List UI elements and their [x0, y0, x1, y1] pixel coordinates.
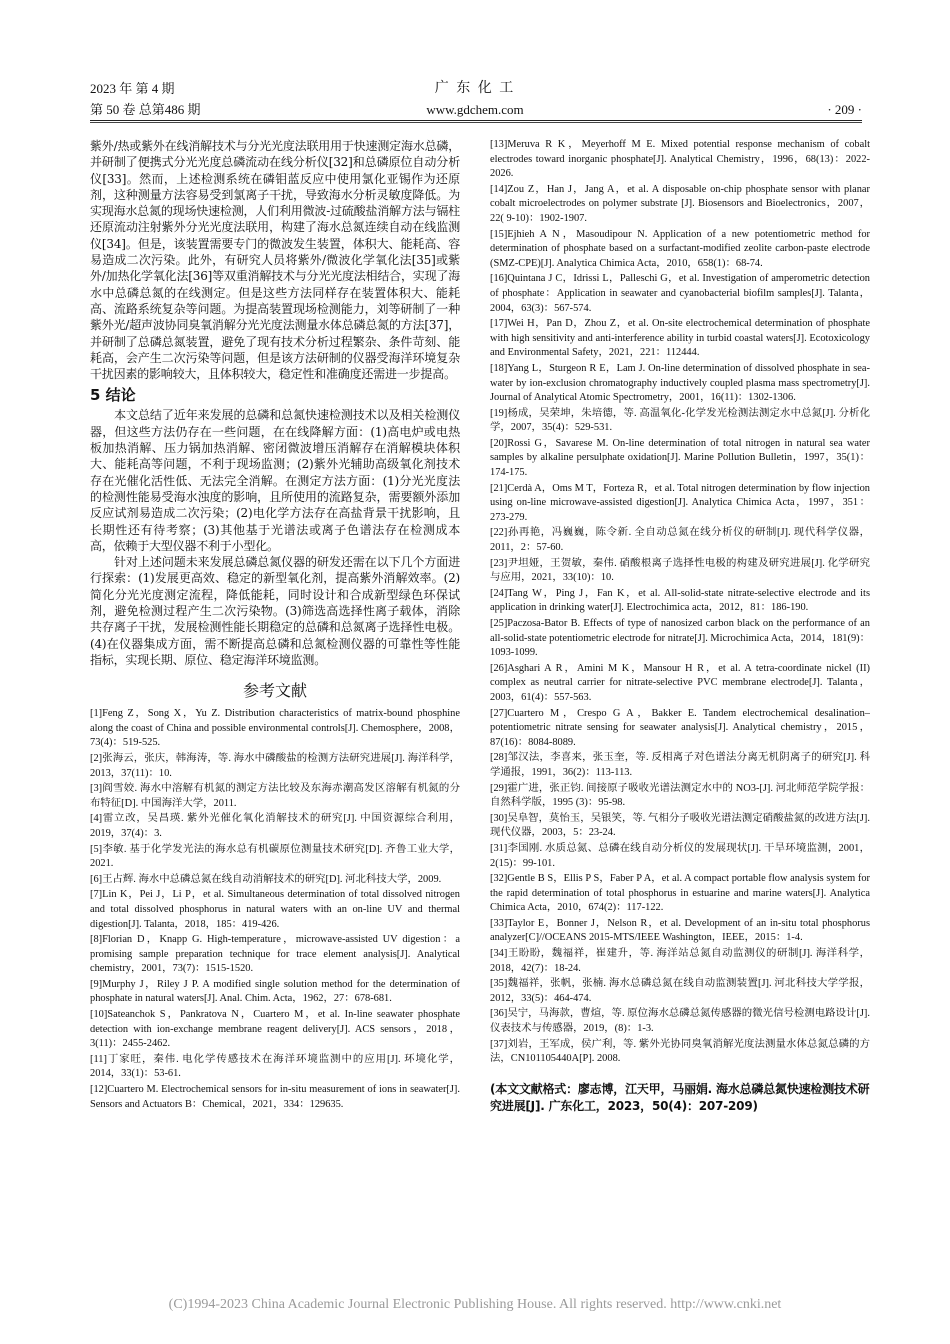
- reference-item: [15]Ejhieh A N，Masoudipour N. Application of a new potentiometric method for determination of phosphate based on a surfactant-modified zeolite carbon-paste electrode (SMZ-CPE)[J]. Analytica Chimica Acta，2010，658(1)：68-74.: [490, 228, 870, 269]
- reference-item: [28]邹汉法，李喜来，张玉奎，等. 反相离子对色谱法分离无机阴离子的研究[J]. 科学通报，1991，36(2)：113-113.: [490, 752, 870, 778]
- reference-item: [5]李敏. 基于化学发光法的海水总有机碳原位测量技术研究[D]. 齐鲁工业大学，2021.: [90, 843, 460, 870]
- issue-label: 2023 年 第 4 期: [90, 81, 175, 96]
- reference-item: [34]王盼盼，魏福祥，崔建升，等. 海洋站总氮自动监测仪的研制[J]. 海洋科学，2018，42(7)：18-24.: [490, 948, 870, 974]
- reference-item: [30]吴阜智，莫怡玉，吴银笑，等. 气相分子吸收光谱法测定硝酸盐氮的改进方法[J]. 现代仪器，2003，5：23-24.: [490, 812, 870, 839]
- reference-item: [4]雷立改，吴昌瑛. 紫外光催化氧化消解技术的研究[J]. 中国资源综合利用，2019，37(4)：3.: [90, 813, 460, 839]
- reference-item: [25]Paczosa-Bator B. Effects of type of nanosized carbon black on the performance of an all-solid-state potentiometric electrode for nitrate[J]. Microchimica Acta，2014，181(9)：1093-1099.: [490, 618, 870, 659]
- body-paragraph-1: 紫外/热或紫外在线消解技术与分光光度法联用用于快速测定海水总磷，并研制了便携式分光光度总磷流动在线分析仪[32]和总磷原位自动分析仪[33]。然而，上述检测系统在磷钼蓝反应中使用氯化亚锡作为还原剂，这种测量方法容易受到氯离子干扰，导致海水分析灵敏度降低。为实现海水总氮的现场快速检测，人们利用微波-过硫酸盐消解方法与镉柱还原流动注射紫外分光光度法联用，构建了海水总氮连续自动在线监测仪[34]。但是，该装置需要专门的微波发生装置，体积大、能耗高、容易造成二次污染。此外，有研究人员将紫外/微波化学氧化法[35]或紫外/加热化学氧化法[36]等双重消解技术与分光光度法相结合，实现了海水中总磷总氮的在线测定。但是这些方法同样存在装置体积大、能耗高、流路系统复杂等问题。为提高装置现场检测能力，刘等研制了一种紫外光/超声波协同臭氧消解分光光度法测量水体总磷总氮的方法[37]，并研制了总磷总氮装置，避免了现有技术分析过程繁杂、条件苛刻、能耗高，会产生二次污染等问题，但是该方法研制的仪器受海洋环境复杂干扰因素的影响较大，且体积较大，稳定性和准确度还需进一步提高。: [90, 139, 460, 382]
- journal-website: www.gdchem.com: [426, 102, 524, 117]
- citation-format: (本文文献格式：廖志博，江天甲，马丽娟. 海水总磷总氮快速检测技术研究进展[J]. 广东化工，2023，50(4)：207-209): [490, 1081, 870, 1113]
- reference-item: [12]Cuartero M. Electrochemical sensors for in-situ measurement of ions in seawater[J]. Sensors and Actuators B：Chemical，2021，334：129635.: [90, 1084, 460, 1110]
- reference-item: [31]李国刚. 水质总氮、总磷在线自动分析仪的发展现状[J]. 干旱环境监测，2001，2(15)：99-101.: [490, 842, 870, 869]
- reference-item: [23]尹坦娅，王贺敏，秦伟. 硝酸根离子选择性电极的构建及研究进展[J]. 化学研究与应用，2021，33(10)：10.: [490, 557, 870, 584]
- reference-item: [6]王占辉. 海水中总磷总氮在线自动消解技术的研究[D]. 河北科技大学，2009.: [90, 873, 442, 885]
- reference-item: [27]Cuartero M，Crespo G A，Bakker E. Tandem electrochemical desalination–potentiometric nitrate sensing for seawater analysis[J]. Analytical chemistry，2015，87(16)：8084-8089.: [490, 707, 870, 748]
- reference-item: [21]Cerdà A，Oms M T，Forteza R，et al. Total nitrogen determination by flow injection using on-line microwave-assisted digestion[J]. Analytica Chimica Acta，1997，351：273-279.: [490, 482, 870, 523]
- reference-item: [19]杨成，吴荣坤，朱培德，等. 高温氧化-化学发光检测法测定水中总氮[J]. 分析化学，2007，35(4)：529-531.: [490, 407, 870, 434]
- reference-item: [24]Tang W，Ping J，Fan K，et al. All-solid-state nitrate-selective electrode and its application in drinking water[J]. Electrochimica acta，2012，81：186-190.: [490, 587, 870, 614]
- volume-label: 第 50 卷 总第486 期: [90, 102, 201, 117]
- header-rule: [90, 120, 862, 121]
- copyright-footer: (C)1994-2023 China Academic Journal Electronic Publishing House. All rights reserved. http://www.cnki.net: [168, 1297, 782, 1312]
- reference-item: [35]魏福祥，张帆，张楠. 海水总磷总氮在线自动监测装置[J]. 河北科技大学学报，2012，33(5)：464-474.: [490, 978, 870, 1004]
- reference-item: [14]Zou Z，Han J，Jang A，et al. A disposable on-chip phosphate sensor with planar cobalt microelectrodes on polymer substrate [J]. Biosensors and Bioelectronics，2007，22( 9-10)：1902-1907.: [490, 183, 870, 224]
- reference-item: [37]刘岩，王军成，侯广利，等. 紫外光协同臭氧消解光度法测量水体总氮总磷的方法，CN101105440A[P]. 2008.: [490, 1038, 870, 1065]
- journal-title: 广 东 化 工: [434, 81, 516, 96]
- reference-item: [13]Meruva R K，Meyerhoff M E. Mixed potential response mechanism of cobalt electrodes toward inorganic phosphate[J]. Analytical Chemistry，1996，68(13)：2022-2026.: [490, 139, 870, 180]
- section-title-conclusion: 5 结论: [90, 386, 136, 405]
- reference-item: [26]Asghari A R，Amini M K，Mansour H R，et al. A tetra-coordinate nickel (II) complex as neutral carrier for nitrate-selective PVC membrane electrode[J]. Talanta，2003，61(4)：557-563.: [490, 662, 870, 703]
- reference-item: [22]孙再艳，冯巍巍，陈令新. 全自动总氮在线分析仪的研制[J]. 现代科学仪器，2011，2：57-60.: [490, 527, 870, 554]
- references-heading: 参考文献: [242, 681, 307, 701]
- reference-item: [11]丁家旺，秦伟. 电化学传感技术在海洋环境监测中的应用[J]. 环境化学，2014，33(1)：53-61.: [90, 1053, 460, 1080]
- header-rule-thin: [90, 122, 862, 123]
- reference-list-left: [90, 707, 460, 1112]
- reference-list-right: [490, 138, 870, 1067]
- body-paragraph-3: 针对上述问题未来发展总磷总氮仪器的研发还需在以下几个方面进行探索：(1)发展更高效、稳定的新型氧化剂，提高紫外消解效率。(2)简化分光光度测定流程，降低能耗，同时设计和合成新型绿色环保试剂，避免检测过程产生二次污染物。(3)筛选高选择性离子载体，消除共存离子干扰，发展检测性能长期稳定的总磷和总氮离子选择性电极。(4)在仪器集成方面，需不断提高总磷和总氮检测仪器的可靠性等性能指标，实现长期、原位、稳定海洋环境监测。: [90, 555, 460, 667]
- reference-item: [33]Taylor E，Bonner J，Nelson R，et al. Development of an in-situ total phosphorus analyzer[C]//OCEANS 2015-MTS/IEEE Washington，IEEE，2015：1-4.: [490, 917, 870, 944]
- reference-item: [17]Wei H，Pan D，Zhou Z，et al. On-site electrochemical determination of phosphate with high sensitivity and anti-interference ability in turbid coastal waters[J]. Ecotoxicology and Environmental Safety，2021，221：112444.: [490, 318, 870, 359]
- reference-item: [2]张海云，张庆，韩海涛，等. 海水中磷酸盐的检测方法研究进展[J]. 海洋科学，2013，37(11)：10.: [90, 752, 460, 779]
- reference-item: [32]Gentle B S，Ellis P S，Faber P A，et al. A compact portable flow analysis system for the rapid determination of total phosphorus in estuarine and marine waters[J]. Analytica Chimica Acta，2010，674(2)：117-122.: [490, 873, 870, 914]
- reference-item: [29]霍广进，张正钧. 间接原子吸收光谱法测定水中的 NO3-[J]. 河北师范学院学报：自然科学版，1995 (3)：95-98.: [490, 782, 870, 809]
- left-column: [90, 138, 460, 1248]
- reference-item: [16]Quintana J C，Idrissi L，Palleschi G，et al. Investigation of amperometric detection of phosphate：Application in seawater and cyanobacterial biofilm samples[J]. Talanta，2004，63(3)：567-574.: [490, 273, 870, 314]
- right-column: [490, 138, 870, 1248]
- page-number: · 209 ·: [827, 102, 862, 117]
- reference-item: [20]Rossi G，Savarese M. On-line determination of total nitrogen in natural sea water samples by alkaline persulphate oxidation[J]. Marine Pollution Bulletin，1997，35(1)：174-175.: [490, 437, 870, 479]
- reference-item: [10]Sateanchok S，Pankratova N，Cuartero M，et al. In-line seawater phosphate detection with ion-exchange membrane reagent delivery[J]. ACS sensors，2018，3(11)：2455-2462.: [90, 1009, 460, 1050]
- reference-item: [36]吴宁，马海款，曹煊，等. 原位海水总磷总氮传感器的微光信号检测电路设计[J]. 仪表技术与传感器，2019，(8)：1-3.: [490, 1008, 870, 1035]
- reference-item: [8]Florian D，Knapp G. High-temperature，microwave-assisted UV digestion：a promising sample preparation technique for trace element analysis[J]. Analytical chemistry，2001，73(7)：1515-1520.: [90, 934, 460, 975]
- reference-item: [9]Murphy J，Riley J P. A modified single solution method for the determination of phosphate in natural waters[J]. Anal. Chim. Acta，1962，27：678-681.: [90, 978, 460, 1005]
- reference-item: [1]Feng Z，Song X，Yu Z. Distribution characteristics of matrix-bound phosphine along the coast of China and possible environmental controls[J]. Chemosphere，2008，73(4)：519-525.: [90, 708, 460, 749]
- reference-item: [7]Lin K，Pei J，Li P，et al. Simultaneous determination of total dissolved nitrogen and total dissolved phosphorus in natural waters with an on-line UV and thermal digestion[J]. Talanta，2018，185：419-426.: [90, 889, 460, 930]
- body-paragraph-2: 本文总结了近年来发展的总磷和总氮快速检测技术以及相关检测仪器，但这些方法仍存在一些问题，在在线降解方面：(1)高电炉或电热板加热消解、压力锅加热消解、密闭微波增压消解存在消解模块体积大、能耗高等问题，不利于现场监测；(2)紫外光辅助高级氧化剂技术存在光催化活性低、无法完全消解。在测定方法方面：(1)分光光度法的检测性能易受海水浊度的影响，且所使用的流路复杂，需要额外添加反应试剂易造成二次污染；(2)电化学方法存在高盐背景干扰影响，且长期性还有待考察；(3)其他基于光谱法或离子色谱法存在检测成本高，依赖于大型仪器不利于小型化。: [90, 408, 460, 553]
- reference-item: [18]Yang L，Sturgeon R E，Lam J. On-line determination of dissolved phosphate in sea-water by ion-exclusion chromatography inductively coupled plasma mass spectrometry[J]. Journal of Analytical Atomic Spectrometry，2001，16(11)：1302-1306.: [490, 362, 870, 404]
- reference-item: [3]阎雪姣. 海水中溶解有机氮的测定方法比较及东海赤潮高发区溶解有机氮的分布特征[D]. 中国海洋大学，2011.: [90, 783, 460, 809]
